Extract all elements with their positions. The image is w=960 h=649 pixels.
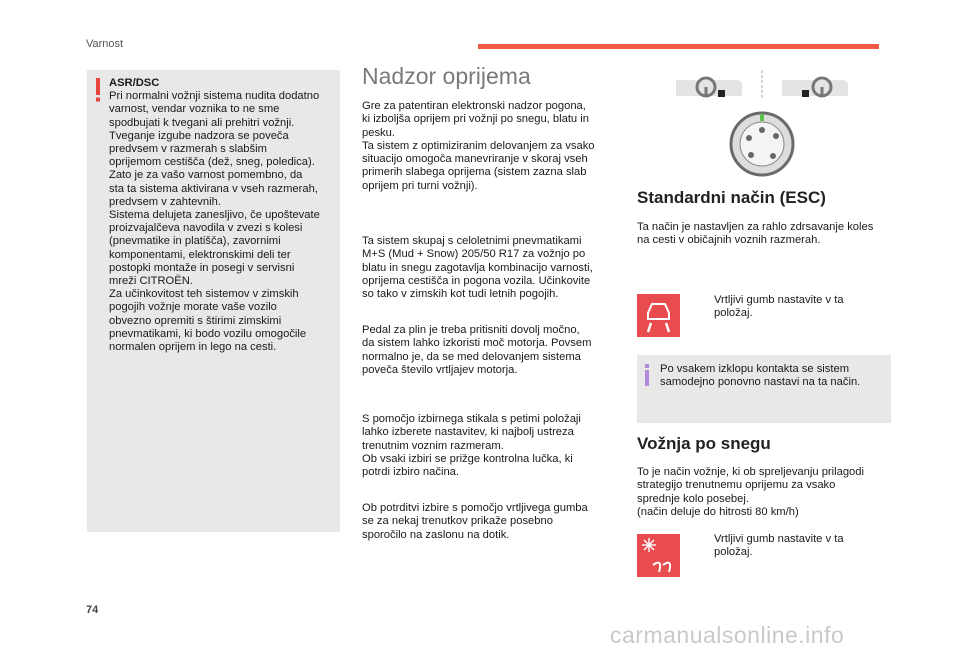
snow-mode-heading: Vožnja po snegu <box>637 434 771 453</box>
pedal-paragraph: Pedal za plin je treba pritisniti dovolj močno, da sistem lahko izkoristi moč motorja. Povsem normalno je, da se med delovanjem sistema poveča število vrtljajev motorja. <box>362 324 592 376</box>
traction-knob-illustration <box>672 70 848 180</box>
header-rule <box>478 44 879 49</box>
exclamation-icon <box>95 78 101 102</box>
info-icon <box>644 364 650 386</box>
tires-paragraph: Ta sistem skupaj s celoletnimi pnevmatikami M+S (Mud + Snow) 205/50 R17 za vožnjo po blatu in snegu zagotavlja kombinacijo varnosti, oprijema cestišča in pogona vozila. Učinkovite so tako v zimskih kot tudi letnih pogojih. <box>362 235 593 301</box>
esc-mode-icon <box>637 294 680 337</box>
selector-paragraph: S pomočjo izbirnega stikala s petimi položaji lahko izberete nastavitev, ki najbolj ustreza trenutnim voznim razmeram. Ob vsaki izbiri se prižge kontrolna lučka, ki potrdi izbiro načina. <box>362 413 581 479</box>
info-box <box>637 355 891 423</box>
warning-heading: ASR/DSC <box>109 77 160 89</box>
info-text: Po vsakem izklopu kontakta se sistem samodejno ponovno nastavi na ta način. <box>660 363 861 389</box>
warning-body: Pri normalni vožnji sistema nudita dodatno varnost, vendar voznika to ne sme spodbujati k tvegani ali prehitri vožnji. Tveganje izgube nadzora se poveča predvsem v razmerah s slabšim oprijemom cestišča (dež, sneg, poledica). Zato je za vašo varnost pomembno, da sta ta sistema aktivirana v vseh razmerah, predvsem v zahtevnih. Sistema delujeta zanesljivo, če upoštevate proizvajalčeva navodila v zvezi s kolesi (pnevmatike in platišča), zavornimi komponentami, elektronskimi deli ter postopki montaže in posegi v servisni mreži CITROËN. Za učinkovitost teh sistemov v zimskih pogojih vožnje morate vaše vozilo obvezno opremiti s štirimi zimskimi pnevmatikami, ki bodo vozilu omogočile normalen oprijem in lego na cesti. <box>109 90 320 354</box>
snow-mode-icon <box>637 534 680 577</box>
standard-instruction: Vrtljivi gumb nastavite v ta položaj. <box>714 294 844 320</box>
warning-box <box>87 70 340 532</box>
snow-mode-text: To je način vožnje, ki ob spreljevanju prilagodi strategijo trenutnemu oprijemu za vsako sprednje kolo posebej. (način deluje do hitrosti 80 km/h) <box>637 466 864 518</box>
snow-instruction: Vrtljivi gumb nastavite v ta položaj. <box>714 533 844 559</box>
intro-paragraph: Gre za patentiran elektronski nadzor pogona, ki izboljša oprijem pri vožnji po snegu, blatu in pesku. Ta sistem z optimiziranim delovanjem za vsako situacijo omogoča manevriranje v skoraj vseh primerih slabega oprijema (sistem zazna slab oprijem pri turni vožnji). <box>362 100 595 192</box>
page-number: 74 <box>86 604 99 616</box>
standard-mode-text: Ta način je nastavljen za rahlo zdrsavanje koles na cesti v običajnih voznih razmerah. <box>637 221 874 247</box>
page-title: Nadzor oprijema <box>362 63 531 89</box>
section-label: Varnost <box>86 38 124 50</box>
confirm-paragraph: Ob potrditvi izbire s pomočjo vrtljivega gumba se za nekaj trenutkov prikaže posebno sporočilo na zaslonu na dotik. <box>362 502 588 541</box>
standard-mode-heading: Standardni način (ESC) <box>637 188 826 207</box>
watermark: carmanualsonline.info <box>610 622 845 648</box>
